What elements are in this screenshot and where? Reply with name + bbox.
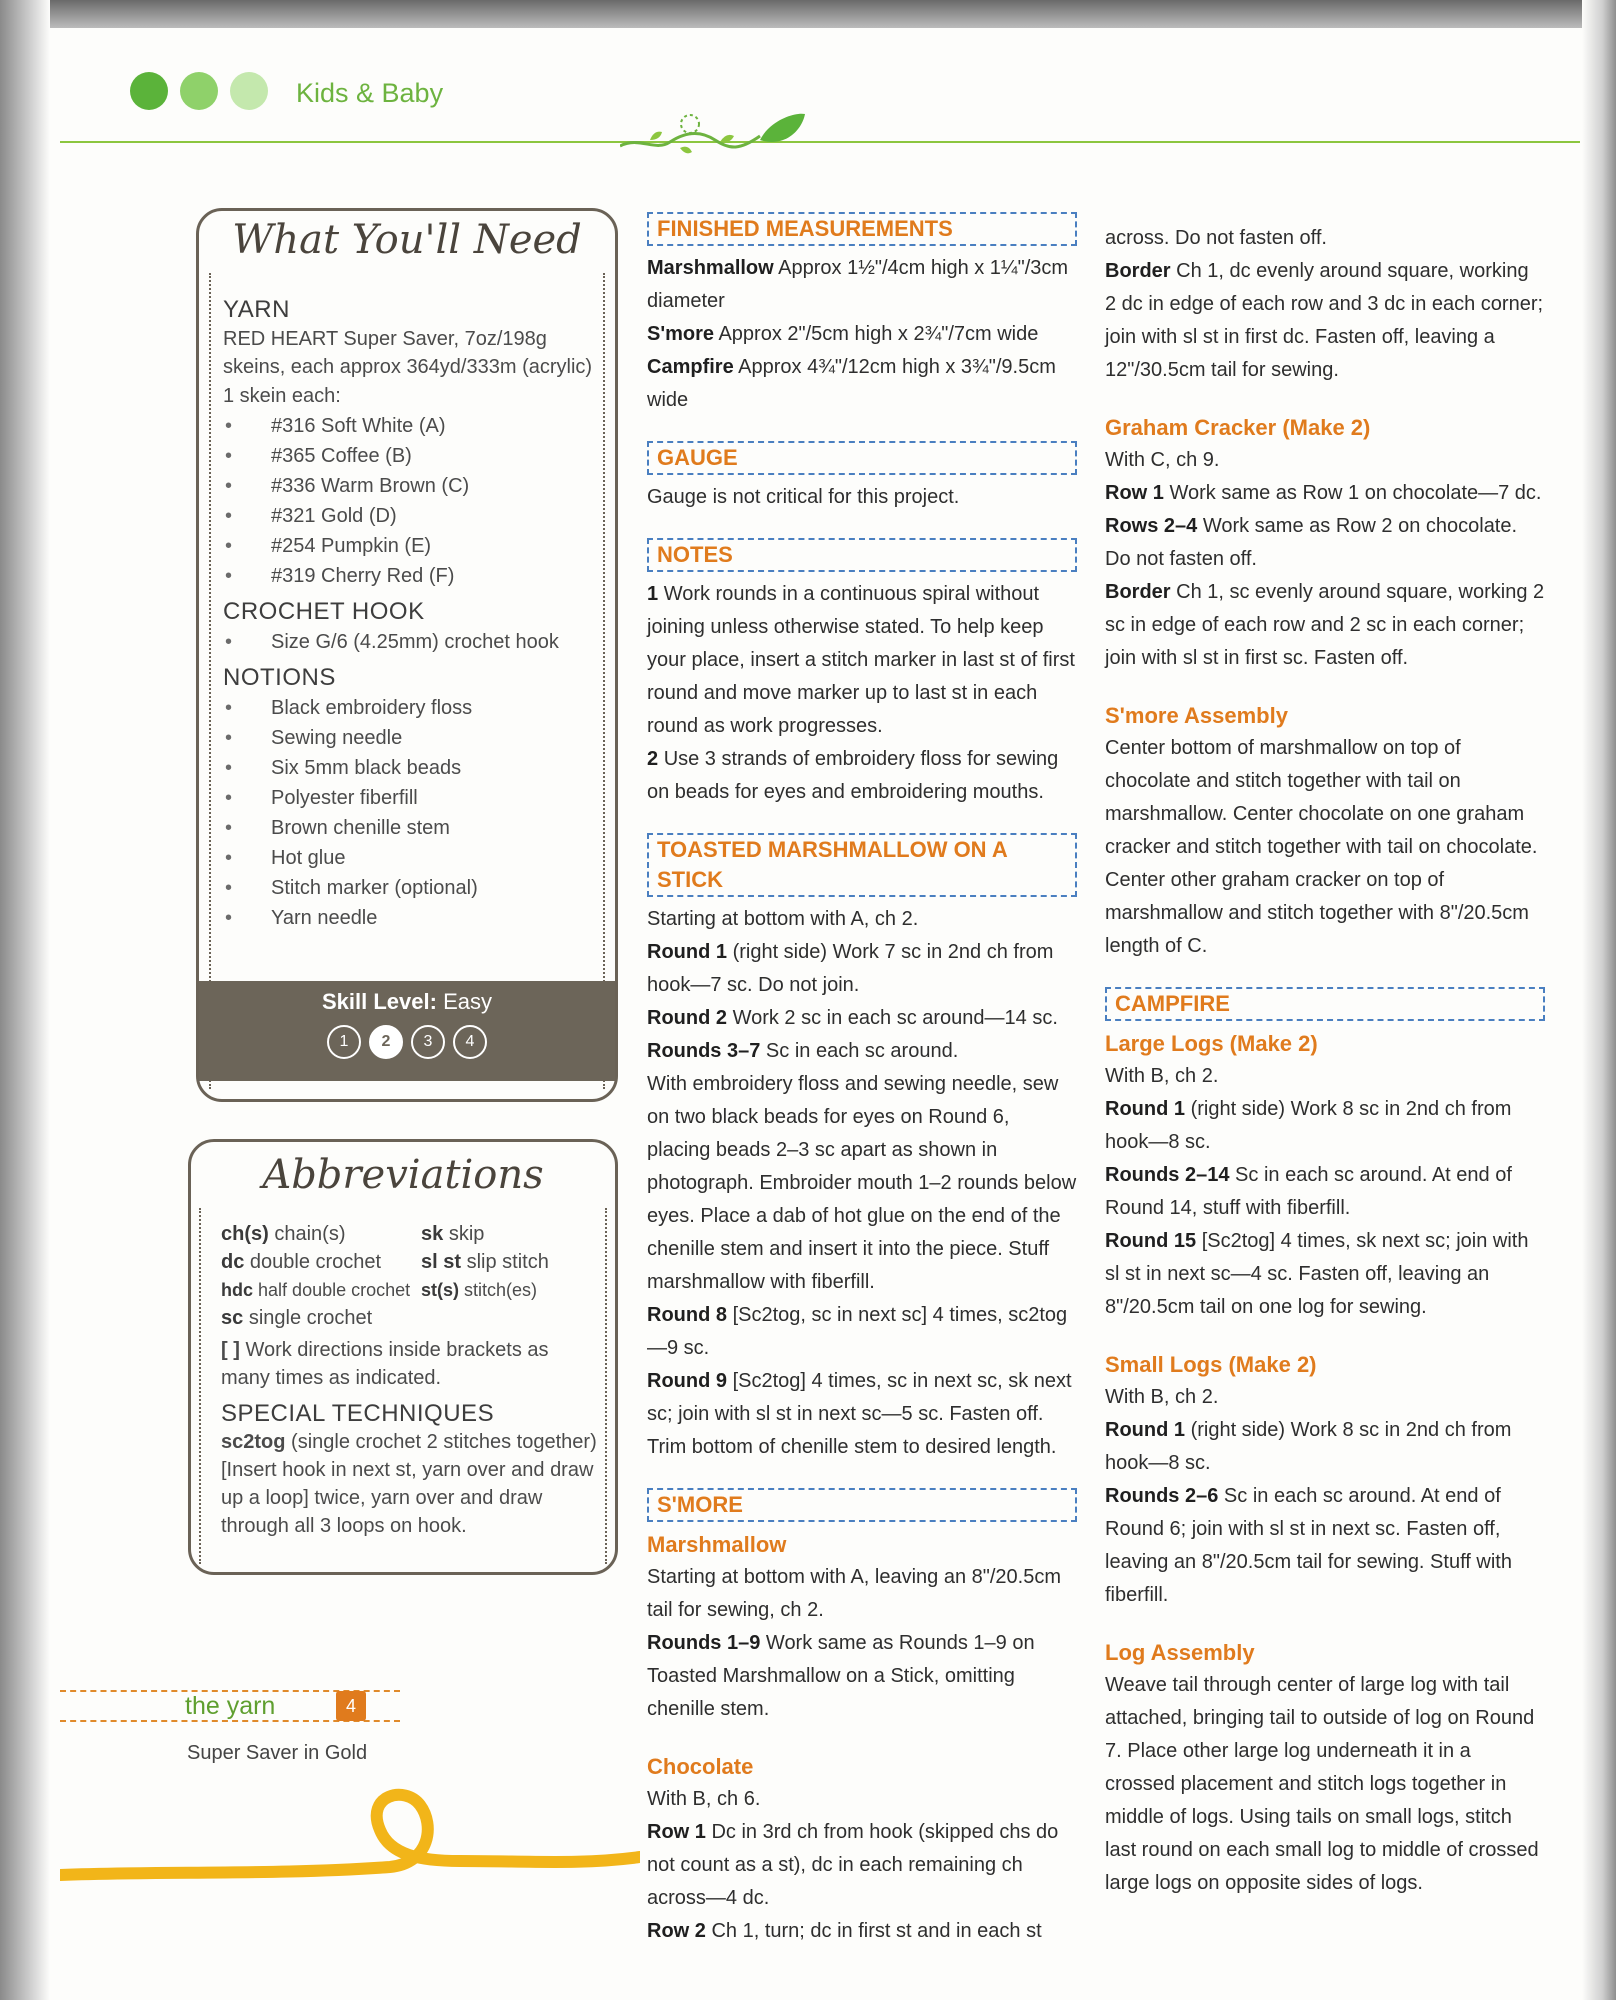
abbreviations-title: Abbreviations	[262, 1152, 544, 1198]
paragraph	[1105, 510, 1545, 576]
skill-value: Easy	[443, 989, 492, 1014]
paragraph: Starting at bottom with A, ch 2.	[647, 908, 919, 930]
smore-heading: S'MORE	[647, 1488, 1077, 1522]
campfire-heading: CAMPFIRE	[1105, 987, 1545, 1021]
paragraph: Weave tail through center of large log with tail attached, bringing tail to outside of log on Round 7. Place other large log underneath it in a crossed placement and stitch logs together in middle of logs. Using tails on small logs, stitch last round on each small log to middle of crossed large logs on opposite sides of logs.	[1105, 1674, 1539, 1894]
vine-leaf-icon	[620, 110, 820, 172]
term: Border	[1105, 260, 1171, 282]
skill-level-circle-selected: 2	[369, 1025, 403, 1059]
term: Campfire	[647, 356, 734, 378]
text: Sc in each sc around. At end of Round 6; join with sl st in next sc. Fasten off, leaving an 8"/20.5cm tail for sewing. Stuff with fiberfill.	[1105, 1485, 1512, 1606]
skill-level-bar	[199, 981, 615, 1081]
list-item: • Hot glue	[223, 843, 597, 873]
list-item: • Size G/6 (4.25mm) crochet hook	[223, 627, 597, 657]
text: Use 3 strands of embroidery floss for sewing on beads for eyes and embroidering mouths.	[647, 748, 1059, 803]
abbr-value: double crochet	[249, 1251, 382, 1273]
term: Round 1	[1105, 1098, 1185, 1120]
abbr-brackets	[221, 1336, 601, 1392]
paragraph: across. Do not fasten off.	[1105, 227, 1327, 249]
text: Ch 1, dc evenly around square, working 2 dc in edge of each row and 3 dc in each corner; join with sl st in first dc. Fasten off, leaving a 12"/30.5cm tail for sewing.	[1105, 260, 1544, 381]
term: Row 1	[1105, 482, 1164, 504]
paragraph	[1105, 255, 1545, 387]
special-technique	[221, 1428, 601, 1540]
header-dot	[230, 72, 268, 110]
text: [Sc2tog] 4 times, sc in next sc, sk next sc; join with sl st in next sc—5 sc. Fasten off. Trim bottom of chenille stem to desired length.	[647, 1370, 1072, 1458]
paragraph: With B, ch 6.	[647, 1788, 761, 1810]
abbreviation-row	[221, 1220, 601, 1248]
paragraph	[1105, 1225, 1545, 1324]
materials-title: What You'll Need	[232, 217, 582, 263]
text: (right side) Work 8 sc in 2nd ch from hook—8 sc.	[1105, 1419, 1512, 1474]
header-dot	[130, 72, 168, 110]
list-item: • Brown chenille stem	[223, 813, 597, 843]
abbr-key: sl st	[421, 1251, 462, 1273]
paragraph: Gauge is not critical for this project.	[647, 486, 960, 508]
term: Row 2	[647, 1920, 706, 1942]
yarn-description: RED HEART Super Saver, 7oz/198g skeins, each approx 364yd/333m (acrylic)	[223, 328, 593, 378]
abbr-value: Work directions inside brackets as many times as indicated.	[221, 1339, 549, 1389]
text: [Sc2tog] 4 times, sk next sc; join with sl st in next sc—4 sc. Fasten off, leaving an 8"/20.5cm tail on one log for sewing.	[1105, 1230, 1529, 1318]
term: S'more	[647, 323, 715, 345]
yarn-color-list	[223, 411, 597, 591]
list-item: • #365 Coffee (B)	[223, 441, 597, 471]
term: Marshmallow	[647, 257, 774, 279]
abbr-key: sk	[421, 1223, 444, 1245]
list-item: • Polyester fiberfill	[223, 783, 597, 813]
list-item: • Black embroidery floss	[223, 693, 597, 723]
abbr-value: (single crochet 2 stitches together) [Insert hook in next st, yarn over and draw up a loop] twice, yarn over and draw through all 3 loops on hook.	[221, 1431, 597, 1537]
text: Ch 1, turn; dc in first st and in each st	[711, 1920, 1042, 1942]
skill-level-circle: 1	[327, 1025, 361, 1059]
term: 2	[647, 748, 659, 770]
text: Work 2 sc in each sc around—14 sc.	[732, 1007, 1058, 1029]
smore-assembly-heading: S'more Assembly	[1105, 703, 1288, 728]
paragraph	[647, 1299, 1077, 1365]
paragraph	[1105, 477, 1545, 510]
instructions-column-1	[647, 212, 1077, 1948]
term: Rounds 1–9	[647, 1632, 761, 1654]
list-item: • Yarn needle	[223, 903, 597, 933]
marshmallow-heading: Marshmallow	[647, 1532, 787, 1557]
hook-heading: CROCHET HOOK	[223, 598, 425, 625]
chocolate-heading: Chocolate	[647, 1754, 754, 1779]
hook-list	[223, 627, 597, 657]
header-rule	[60, 141, 1580, 143]
abbr-key: sc2tog	[221, 1431, 286, 1453]
text: Dc in 3rd ch from hook (skipped chs do not count as a st), dc in each remaining ch across—4 dc.	[647, 1821, 1059, 1909]
paragraph: With B, ch 2.	[1105, 1386, 1219, 1408]
paragraph	[1105, 576, 1545, 675]
paragraph	[1105, 1159, 1545, 1225]
term: 1	[647, 583, 659, 605]
small-logs-heading: Small Logs (Make 2)	[1105, 1352, 1317, 1377]
abbreviations-box	[188, 1139, 618, 1575]
materials-content	[223, 289, 597, 933]
gauge-heading: GAUGE	[647, 441, 1077, 475]
abbr-key: sc	[221, 1307, 244, 1329]
yarn-badge-caption: Super Saver in Gold	[187, 1742, 368, 1764]
paragraph	[647, 1627, 1077, 1726]
text: Sc in each sc around.	[765, 1040, 959, 1062]
notions-list	[223, 693, 597, 933]
text: [Sc2tog, sc in next sc] 4 times, sc2tog—9 sc.	[647, 1304, 1068, 1359]
abbreviation-row	[221, 1248, 601, 1276]
list-item: • #319 Cherry Red (F)	[223, 561, 597, 591]
term: Round 1	[647, 941, 727, 963]
text: Approx 2"/5cm high x 2¾"/7cm wide	[718, 323, 1039, 345]
yarn-quantity: 1 skein each:	[223, 385, 341, 407]
paragraph	[647, 318, 1077, 351]
paragraph: Starting at bottom with A, leaving an 8"/20.5cm tail for sewing, ch 2.	[647, 1566, 1061, 1621]
yarn-strand-image	[60, 1775, 640, 1895]
text: (right side) Work 7 sc in 2nd ch from hook—7 sc. Do not join.	[647, 941, 1054, 996]
header-dot	[180, 72, 218, 110]
text: Approx 4¾"/12cm high x 3¾"/9.5cm wide	[647, 356, 1056, 411]
instructions-column-2	[1105, 222, 1545, 1900]
finished-measurements-heading: FINISHED MEASUREMENTS	[647, 212, 1077, 246]
list-item: • #336 Warm Brown (C)	[223, 471, 597, 501]
graham-cracker-heading: Graham Cracker (Make 2)	[1105, 415, 1371, 440]
term: Round 2	[647, 1007, 727, 1029]
skill-label-text: Skill Level:	[322, 989, 437, 1014]
paragraph: With B, ch 2.	[1105, 1065, 1219, 1087]
abbreviation-row	[221, 1304, 601, 1332]
header-dots	[130, 72, 268, 110]
yarn-heading: YARN	[223, 296, 290, 323]
text: Work rounds in a continuous spiral without joining unless otherwise stated. To help keep your place, insert a stitch marker in last st of first round and move marker up to last st in each round as work progresses.	[647, 583, 1075, 737]
paragraph: With embroidery floss and sewing needle, sew on two black beads for eyes on Round 6, placing beads 2–3 sc apart as shown in photograph. Embroider mouth 1–2 rounds below eyes. Place a dab of hot glue on the end of the chenille stem and insert it into the piece. Stuff marshmallow with fiberfill.	[647, 1073, 1077, 1293]
term: Round 1	[1105, 1419, 1185, 1441]
abbreviations-list	[221, 1220, 601, 1540]
paragraph	[647, 743, 1077, 809]
special-techniques-heading: SPECIAL TECHNIQUES	[221, 1400, 495, 1427]
abbreviation-row	[221, 1276, 601, 1304]
list-item: • #321 Gold (D)	[223, 501, 597, 531]
scan-shadow-left	[0, 0, 50, 2000]
paragraph	[647, 252, 1077, 318]
notions-heading: NOTIONS	[223, 664, 336, 691]
term: Round 15	[1105, 1230, 1197, 1252]
scan-shadow-top	[0, 0, 1616, 28]
term: Border	[1105, 581, 1171, 603]
paragraph	[647, 1365, 1077, 1464]
term: Rows 2–4	[1105, 515, 1198, 537]
abbr-key: ch(s)	[221, 1223, 269, 1245]
list-item: • Sewing needle	[223, 723, 597, 753]
scan-shadow-right	[1582, 0, 1616, 2000]
term: Rounds 2–6	[1105, 1485, 1219, 1507]
section-label: Kids & Baby	[296, 78, 444, 108]
yarn-badge-label: the yarn	[185, 1692, 276, 1720]
paragraph: With C, ch 9.	[1105, 449, 1220, 471]
abbr-value: skip	[448, 1223, 485, 1245]
paragraph	[1105, 1414, 1545, 1480]
term: Rounds 2–14	[1105, 1164, 1230, 1186]
large-logs-heading: Large Logs (Make 2)	[1105, 1031, 1318, 1056]
term: Round 9	[647, 1370, 727, 1392]
abbr-value: slip stitch	[466, 1251, 549, 1273]
paragraph	[647, 578, 1077, 743]
abbr-key: hdc	[221, 1280, 254, 1300]
term: Rounds 3–7	[647, 1040, 761, 1062]
abbr-key: [ ]	[221, 1339, 240, 1361]
materials-box	[196, 208, 618, 1102]
term: Round 8	[647, 1304, 727, 1326]
text: Sc in each sc around. At end of Round 14, stuff with fiberfill.	[1105, 1164, 1512, 1219]
text: Work same as Row 1 on chocolate—7 dc.	[1169, 482, 1542, 504]
abbr-key: st(s)	[421, 1280, 460, 1300]
skill-level-circle: 4	[453, 1025, 487, 1059]
abbr-value: half double crochet	[258, 1280, 411, 1300]
paragraph	[1105, 1093, 1545, 1159]
log-assembly-heading: Log Assembly	[1105, 1640, 1255, 1665]
abbr-value: stitch(es)	[464, 1280, 538, 1300]
list-item: • #254 Pumpkin (E)	[223, 531, 597, 561]
yarn-weight-icon: 4	[336, 1691, 366, 1721]
text: Work same as Row 2 on chocolate. Do not fasten off.	[1105, 515, 1518, 570]
toasted-marshmallow-heading: TOASTED MARSHMALLOW ON A STICK	[647, 833, 1077, 897]
paragraph	[1105, 1480, 1545, 1612]
abbr-value: single crochet	[248, 1307, 373, 1329]
skill-level-circle: 3	[411, 1025, 445, 1059]
text: Approx 1½"/4cm high x 1¼"/3cm diameter	[647, 257, 1069, 312]
paragraph	[647, 936, 1077, 1002]
paragraph	[647, 1035, 1077, 1068]
paragraph: Center bottom of marshmallow on top of chocolate and stitch together with tail on marshmallow. Center chocolate on one graham cracker and stitch together with tail on chocolate. Center other graham cracker on top of marshmallow and stitch together with 8"/20.5cm length of C.	[1105, 737, 1538, 957]
text: (right side) Work 8 sc in 2nd ch from hook—8 sc.	[1105, 1098, 1512, 1153]
list-item: • #316 Soft White (A)	[223, 411, 597, 441]
text: Ch 1, sc evenly around square, working 2 sc in edge of each row and 2 sc in each corner; join with sl st in first sc. Fasten off.	[1105, 581, 1545, 669]
abbr-value: chain(s)	[274, 1223, 346, 1245]
list-item: • Stitch marker (optional)	[223, 873, 597, 903]
notes-heading: NOTES	[647, 538, 1077, 572]
paragraph	[647, 1816, 1077, 1915]
term: Row 1	[647, 1821, 706, 1843]
skill-level-scale	[199, 1025, 615, 1059]
paragraph	[647, 1915, 1077, 1948]
paragraph	[647, 351, 1077, 417]
text: Work same as Rounds 1–9 on Toasted Marshmallow on a Stick, omitting chenille stem.	[647, 1632, 1035, 1720]
abbr-key: dc	[221, 1251, 245, 1273]
list-item: • Six 5mm black beads	[223, 753, 597, 783]
skill-level-label	[199, 989, 615, 1015]
paragraph	[647, 1002, 1077, 1035]
